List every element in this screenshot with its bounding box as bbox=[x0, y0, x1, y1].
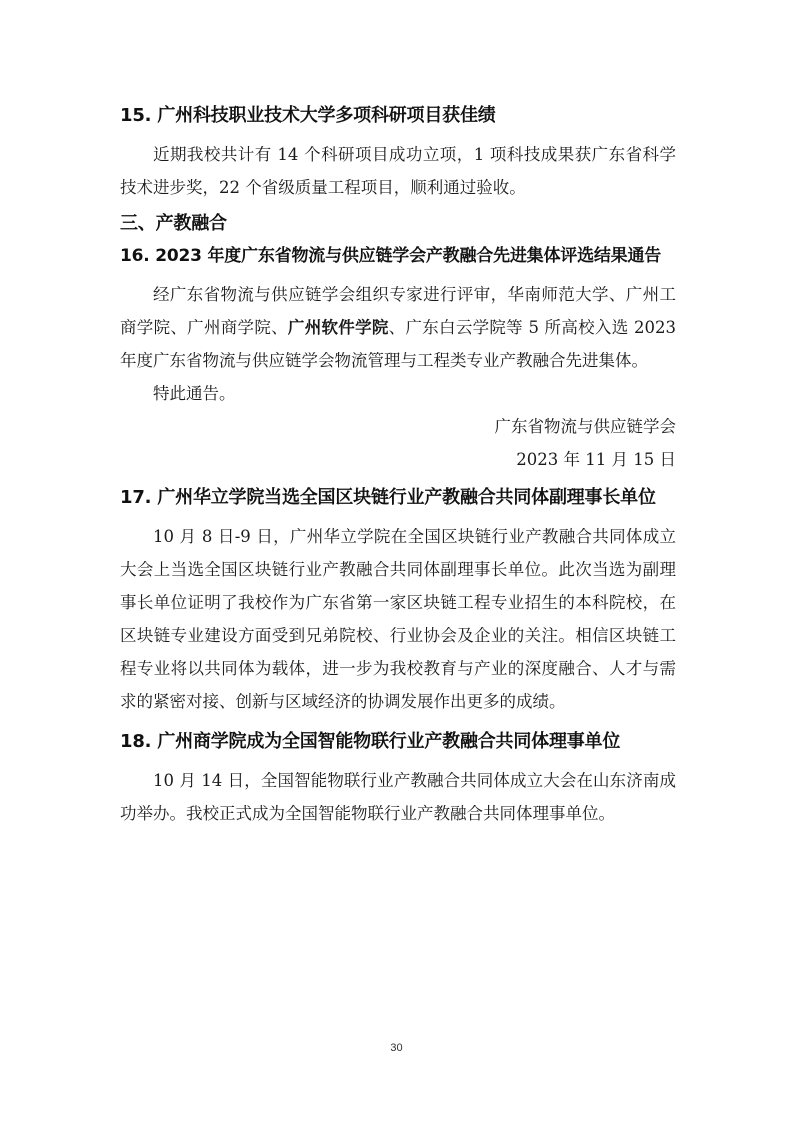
item-16-signature: 广东省物流与供应链学会 bbox=[494, 417, 676, 436]
item-16-body-text-2: 、广东白云学院等 5 所高校入选 2023 年度广东省物流与供应链学会物流管理与工程类专业产教融合先进集体。 bbox=[120, 318, 677, 370]
item-15-body: 近期我校共计有 14 个科研项目成功立项，1 项科技成果获广东省科学技术进步奖，22 个省级质量工程项目，顺利通过验收。 bbox=[120, 145, 676, 197]
item-18-heading: 18. 广州商学院成为全国智能物联行业产教融合共同体理事单位 bbox=[120, 731, 621, 752]
page-content bbox=[120, 102, 676, 830]
item-18-body: 10 月 14 日，全国智能物联行业产教融合共同体成立大会在山东济南成功举办。我校正式成为全国智能物联行业产教融合共同体理事单位。 bbox=[120, 771, 676, 823]
item-16-notice: 特此通告。 bbox=[153, 384, 236, 403]
item-16-body bbox=[120, 278, 676, 377]
item-16-body-text-1: 经广东省物流与供应链学会组织专家进行评审，华南师范大学、广州工商学院、广州商学院、 bbox=[120, 285, 676, 337]
item-16-date: 2023 年 11 月 15 日 bbox=[516, 450, 676, 469]
item-16-heading: 16. 2023 年度广东省物流与供应链学会产教融合先进集体评选结果通告 bbox=[120, 246, 662, 266]
item-17-body: 10 月 8 日-9 日，广州华立学院在全国区块链行业产教融合共同体成立大会上当选全国区块链行业产教融合共同体副理事长单位。此次当选为副理事长单位证明了我校作为广东省第一家区块链工程专业招生的本科院校，在区块链专业建设方面受到兄弟院校、行业协会及企业的关注。相信区块链工程专业将以共同体为载体，进一步为我校教育与产业的深度融合、人才与需求的紧密对接、创新与区域经济的协调发展作出更多的成绩。 bbox=[120, 527, 676, 711]
item-17-heading: 17. 广州华立学院当选全国区块链行业产教融合共同体副理事长单位 bbox=[120, 487, 656, 508]
page-number: 30 bbox=[390, 1042, 403, 1054]
item-15-heading: 15. 广州科技职业技术大学多项科研项目获佳绩 bbox=[120, 105, 496, 126]
section-3-heading: 三、产教融合 bbox=[120, 213, 227, 234]
item-16-body-highlight: 广州软件学院 bbox=[287, 318, 389, 337]
